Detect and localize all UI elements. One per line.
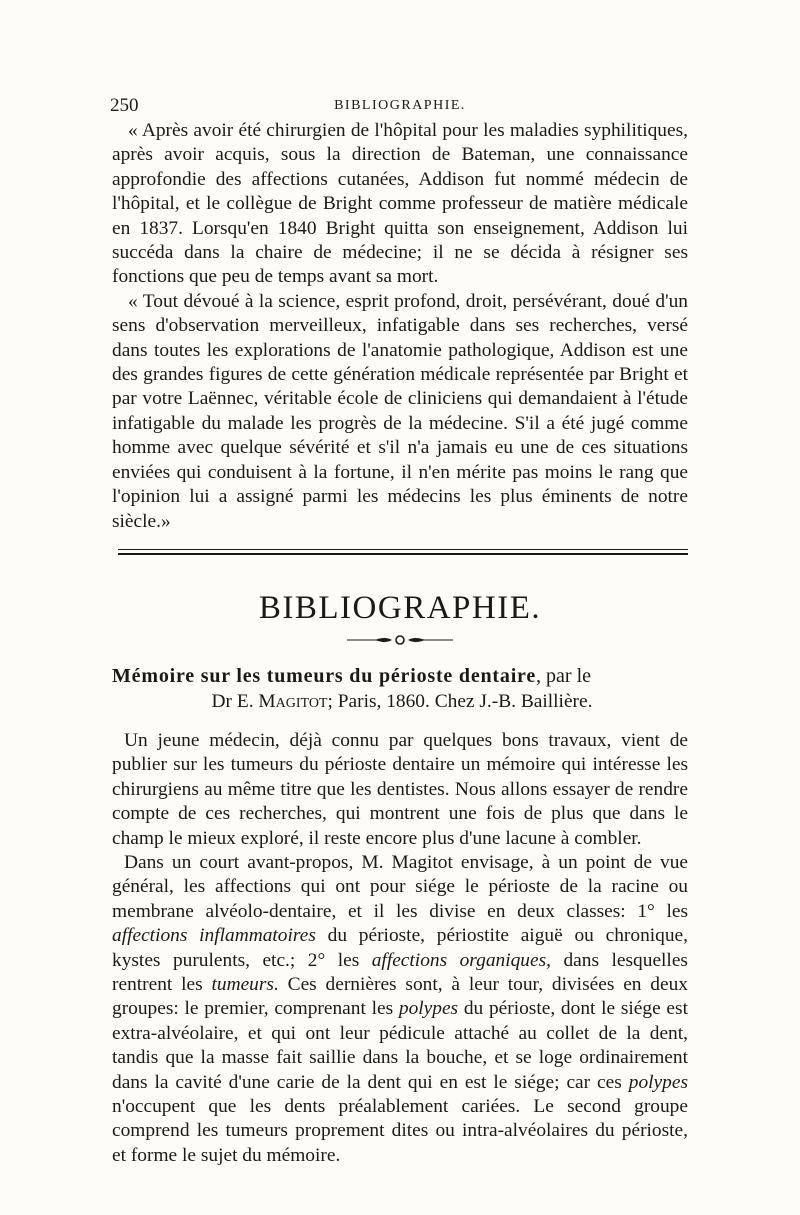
italic-term: affections organiques, bbox=[371, 949, 551, 971]
publication-info: ; Paris, 1860. Chez J.-B. Baillière. bbox=[327, 690, 593, 712]
section-title: BIBLIOGRAPHIE. bbox=[258, 589, 542, 626]
quote-paragraph-1: « Après avoir été chirurgien de l'hôpital pour les maladies syphilitiques, après avoir acquis, sous la direction de Bateman, une connaissance approfondie des affections cutanées, Addison fut nommé médecin de l'hôpital, et le collègue de Bright comme professeur de matière médicale en 1837. Lorsqu'en 1840 Bright quitta son enseignement, Addison lui succéda dans la chaire de médecine; il ne se décida à résigner ses fonctions que peu de temps avant sa mort. bbox=[112, 120, 688, 288]
author-name: E. Magitot bbox=[236, 690, 328, 712]
running-title: BIBLIOGRAPHIE. bbox=[334, 98, 466, 113]
italic-term: affections inflammatoires bbox=[112, 925, 316, 947]
author-prefix: Dr bbox=[211, 690, 232, 712]
review-title-par: , par le bbox=[536, 664, 592, 687]
page-number: 250 bbox=[110, 95, 139, 116]
divider-thick-rule bbox=[118, 553, 688, 555]
running-header bbox=[112, 93, 688, 119]
review-paragraph-1: Un jeune médecin, déjà connu par quelques bons travaux, vient de publier sur les tumeurs du périoste dentaire un mémoire qui intéresse les chirurgiens au même titre que les dentistes. Nous allons essayer de rendre compte de ces recherches, qui montrent une fois de plus que dans le champ le mieux exploré, il reste encore plus d'une lacune à combler. bbox=[112, 729, 688, 849]
divider-thin-rule bbox=[118, 549, 688, 550]
review-author-line bbox=[116, 689, 688, 714]
review-paragraph-2: Dans un court avant-propos, M. Magitot envisage, à un point de vue général, les affections qui ont pour siége le périoste de la racine ou membrane alvéolo-dentaire, et il les divise en deux classes: 1° les affections inflammatoires du périoste, périostite aiguë ou chronique, kystes purulents, etc.; 2° les affections organiques, dans lesquelles rentrent les tumeurs. Ces dernières sont, à leur tour, divisées en deux groupes: le premier, comprenant les polypes du périoste, dont le siége est extra-alvéolaire, et qui ont leur pédicule attaché au collet de la dent, tandis que la masse fait saillie dans la bouche, et se loge ordinairement dans la cavité d'une carie de la dent qui en est le siége; car ces polypes n'occupent que les dents préalablement cariées. Le second groupe comprend les tumeurs proprement dites ou intra-alvéolaires du périoste, et forme le sujet du mémoire. bbox=[112, 851, 688, 1166]
italic-term: polypes bbox=[398, 998, 459, 1020]
review-title bbox=[112, 664, 688, 689]
double-rule-divider bbox=[118, 549, 688, 555]
book-page bbox=[112, 93, 688, 1168]
italic-term: tumeurs. bbox=[211, 973, 279, 995]
ornament-divider-icon bbox=[112, 633, 688, 651]
quote-paragraph-2: « Tout dévoué à la science, esprit profond, droit, persévérant, doué d'un sens d'observation merveilleux, infatigable dans ses recherches, versé dans toutes les explorations de l'anatomie pathologique, Addison est une des grandes figures de cette génération médicale représentée par Bright et par votre Laënnec, véritable école de cliniciens qui demandaient à l'étude infatigable du malade les progrès de la médecine. S'il a été jugé comme homme avec quelque sévérité et s'il n'a jamais eu une de ces situations enviées qui conduisent à la fortune, il n'en mérite pas moins le rang que l'opinion lui a assigné parmi les médecins les plus éminents de notre siècle.» bbox=[112, 290, 688, 532]
italic-term: polypes bbox=[628, 1071, 688, 1093]
review-work-title: Mémoire sur les tumeurs du périoste dentaire bbox=[112, 664, 537, 687]
